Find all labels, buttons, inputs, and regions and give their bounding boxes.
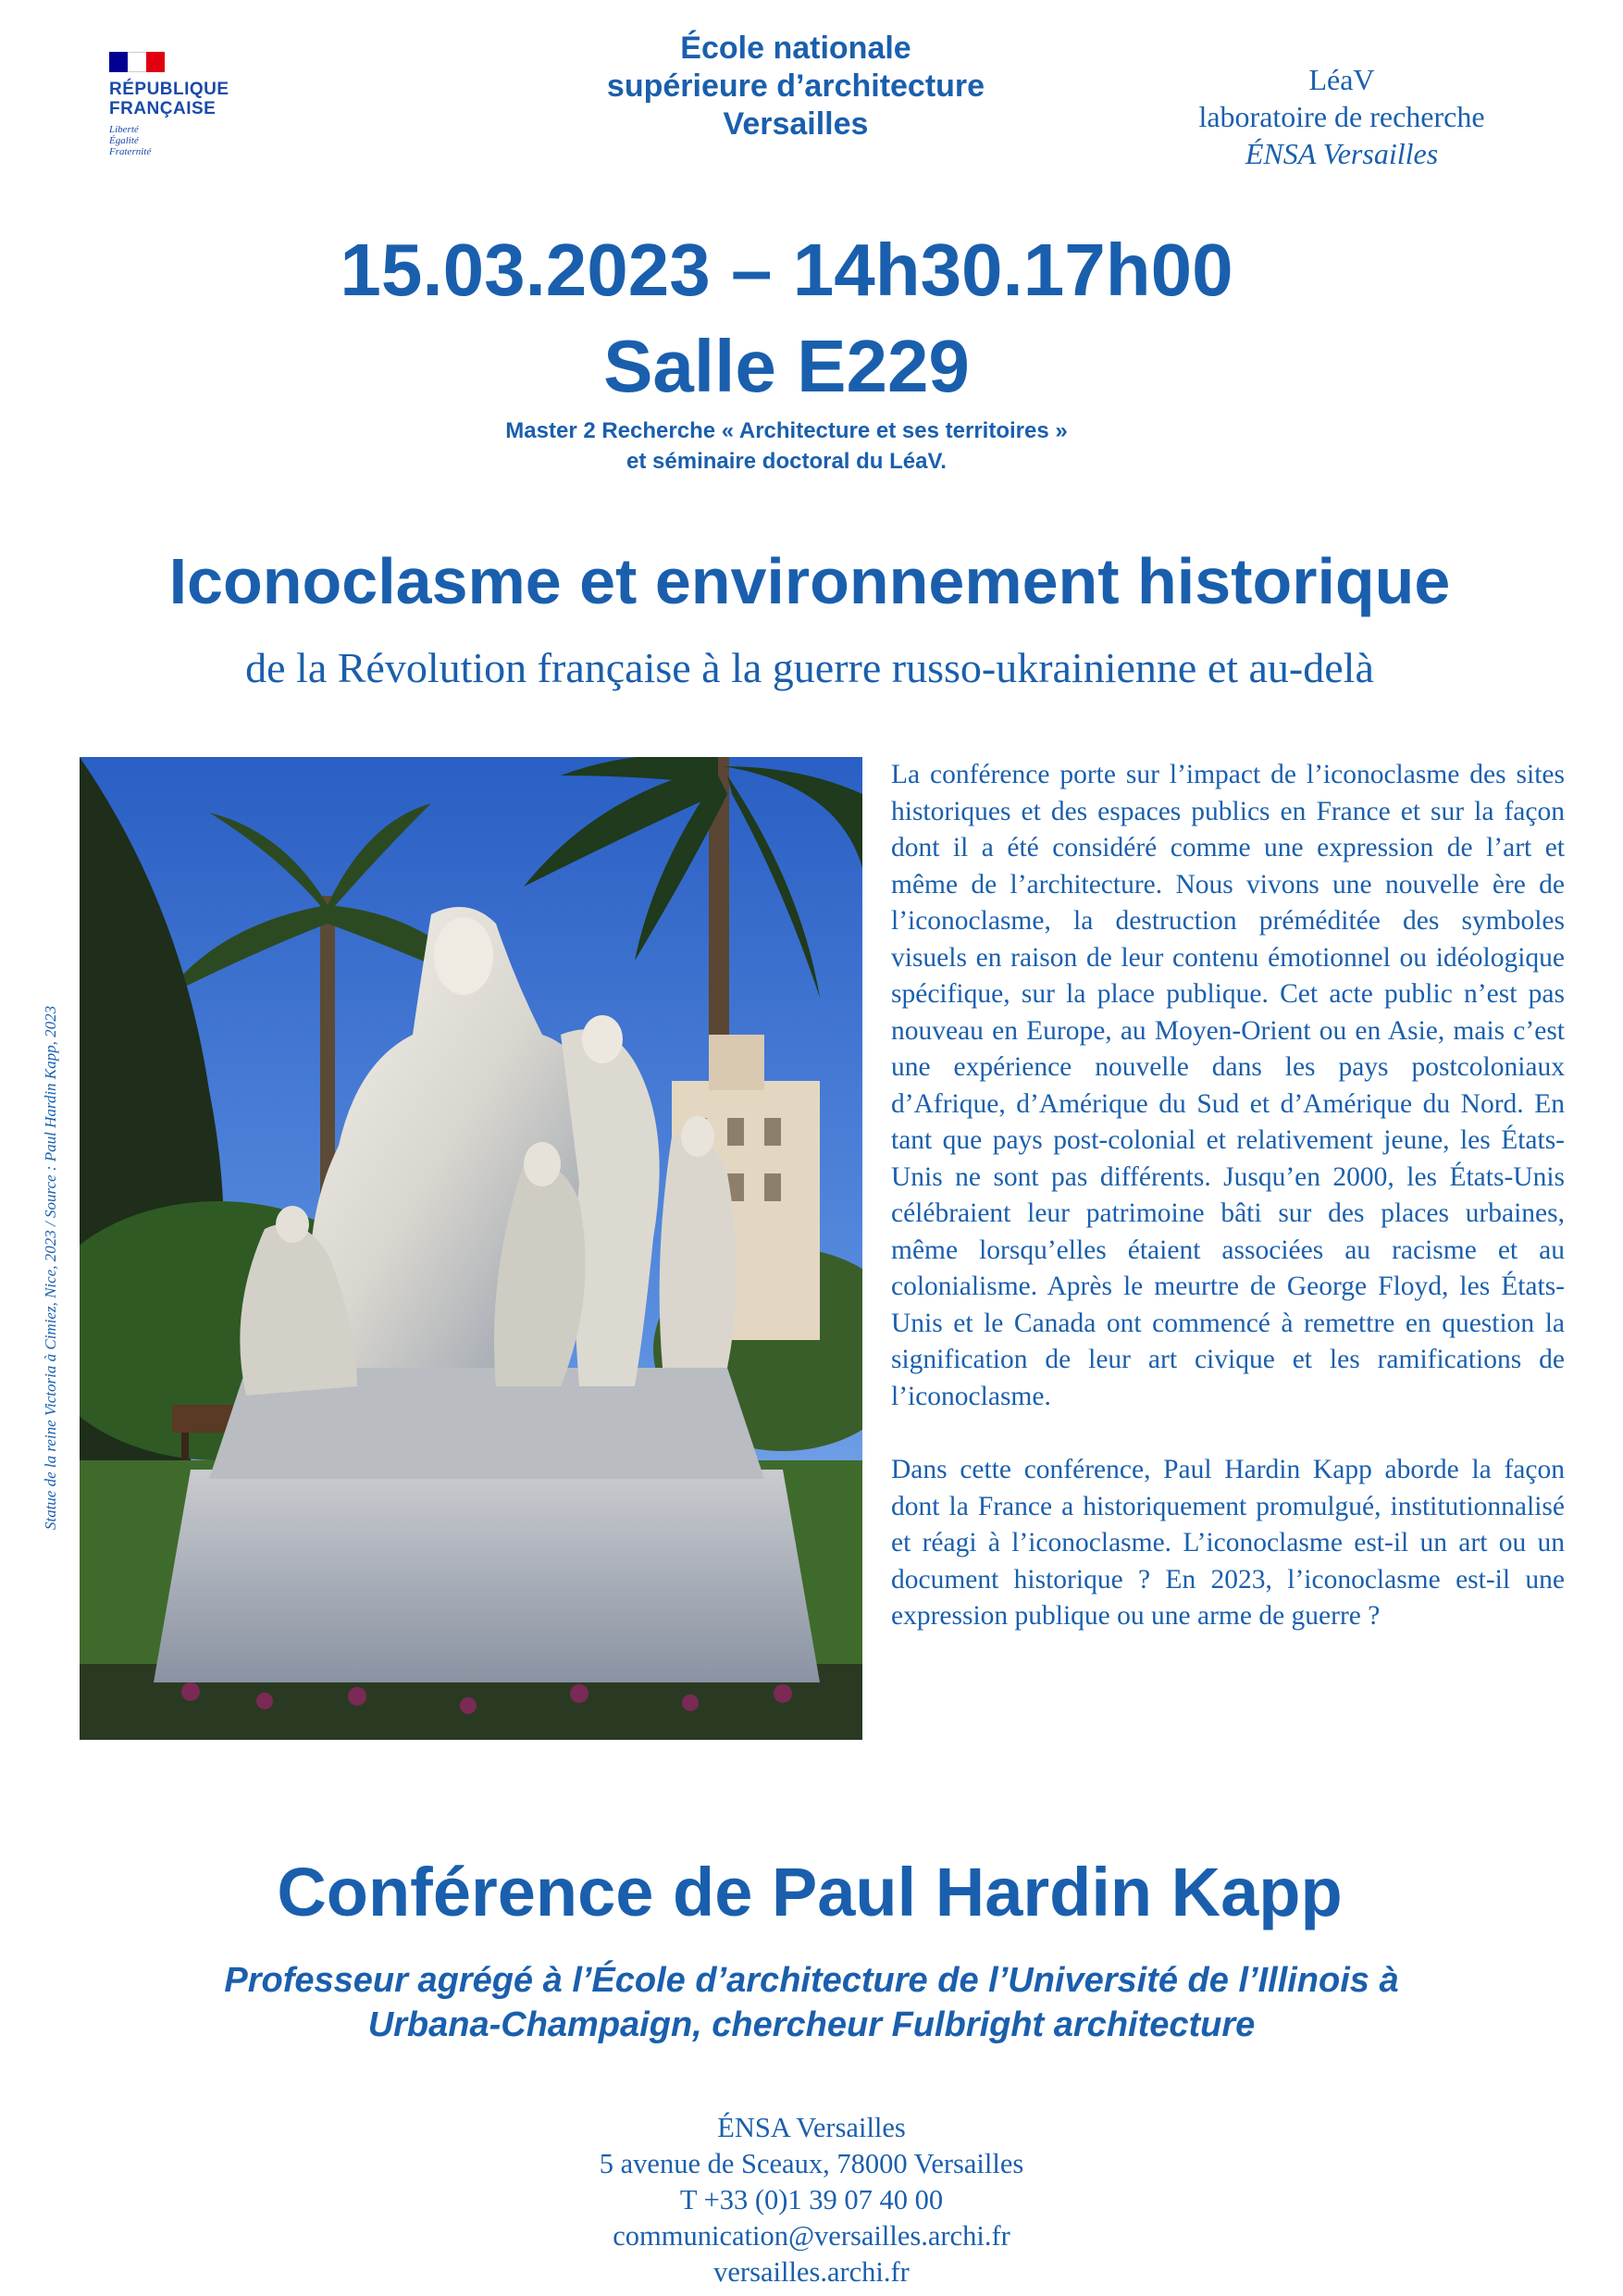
republique-francaise-logo: [109, 52, 257, 157]
contact-block: [370, 2110, 1253, 2290]
page-title: Iconoclasme et environnement historique: [168, 545, 1451, 617]
school-name: École nationale supérieure d’architecture Versailles: [606, 31, 985, 142]
speaker-heading: Conférence de Paul Hardin Kapp: [277, 1854, 1343, 1930]
event-program: Master 2 Recherche « Architecture et ses territoires » et séminaire doctoral du LéaV.: [505, 418, 1068, 474]
description-paragraph-1: La conférence porte sur l’impact de l’iconoclasme des sites historiques et des espaces publics en France et sur la façon dont il a été considéré comme une expression de l’art et même de l’architecture. Nous vivons une nouvelle ère de l’iconoclasme, la destruction préméditée des symboles visuels en raison de leur contenu émotionnel ou idéologique spécifique, sur la place publique. Cet acte public n’est pas nouveau en Europe, au Moyen-Orient ou en Asie, mais c’est une expérience nouvelle dans les pays postcoloniaux d’Afrique, d’Amérique du Sud et d’Amérique du Nord. En tant que pays post-colonial et relativement jeune, les États-Unis ne sont pas différents. Jusqu’en 2000, les États-Unis célébraient leur patrimoine bâti sur des places urbaines, même lorsqu’elles étaient associées au racisme et au colonialisme. Après le meurtre de George Floyd, les États-Unis et le Canada ont commencé à remettre en question la signification de leur art civique et les ramifications de l’iconoclasme.: [891, 760, 1565, 1411]
photo-caption: Statue de la reine Victoria à Cimiez, Nice, 2023 / Source : Paul Hardin Kapp, 2023: [42, 1005, 59, 1531]
contact-email-link[interactable]: communication@versailles.archi.fr: [613, 2220, 1010, 2252]
logo-motto: Liberté Égalité Fraternité: [109, 124, 152, 157]
lab-name: LéaV laboratoire de recherche ÉNSA Versailles: [1198, 63, 1485, 170]
description-paragraph-2: Dans cette conférence, Paul Hardin Kapp aborde la façon dont la France a historiquement promulgué, institutionnalisé et réagi à l’iconoclasme. L’iconoclasme est-il un art ou un document historique ? En 2023, l’iconoclasme est-il une expression publique ou une arme de guerre ?: [891, 1455, 1565, 1631]
page-subtitle: de la Révolution française à la guerre russo-ukrainienne et au-delà: [245, 644, 1374, 691]
website-link[interactable]: versailles.archi.fr: [713, 2256, 910, 2288]
contact-phone[interactable]: T +33 (0)1 39 07 40 00: [679, 2184, 944, 2215]
contact-address: 5 avenue de Sceaux, 78000 Versailles: [599, 2148, 1024, 2179]
conference-description: [891, 757, 1565, 1672]
event-room: Salle E229: [603, 325, 970, 407]
statue-photo: [80, 757, 862, 1740]
logo-name: RÉPUBLIQUE FRANÇAISE: [109, 80, 229, 118]
event-date-time: 15.03.2023 – 14h30.17h00: [340, 229, 1233, 311]
contact-name: ÉNSA Versailles: [717, 2112, 906, 2143]
speaker-role: Professeur agrégé à l’École d’architecture de l’Université de l’Illinois à Urbana-Champaign, chercheur Fulbright architecture: [224, 1961, 1399, 2044]
tricolor-flag-icon: [109, 52, 165, 72]
event-datetime: [185, 222, 1388, 415]
